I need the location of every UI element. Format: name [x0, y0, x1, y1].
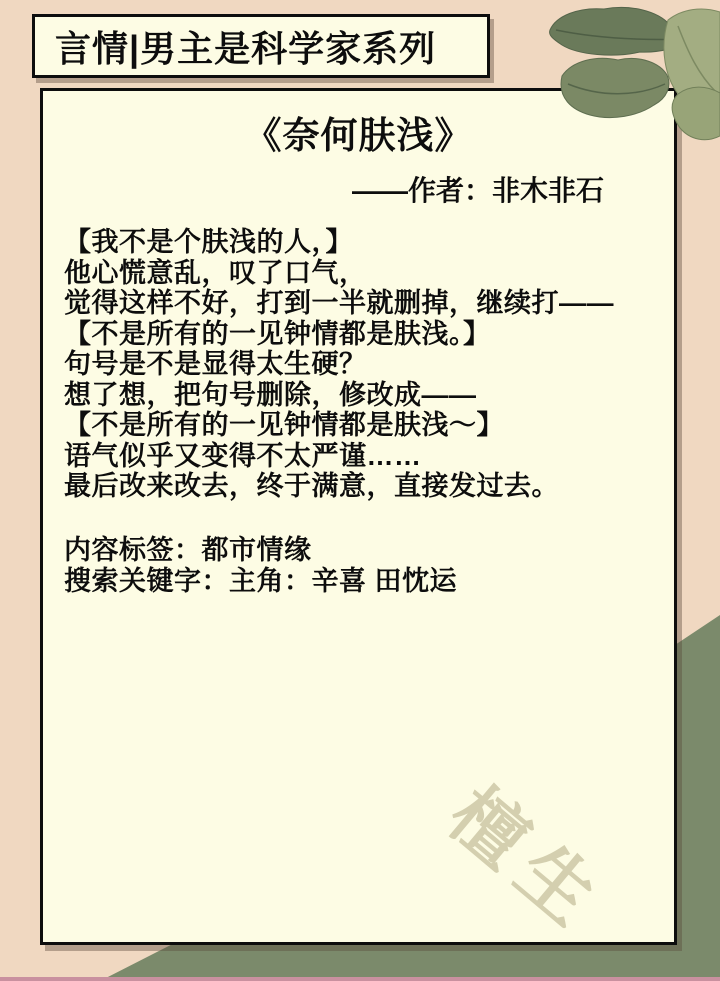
- excerpt-line: 觉得这样不好，打到一半就删掉，继续打——: [64, 288, 614, 318]
- excerpt-line: 【不是所有的一见钟情都是肤浅。】: [64, 318, 491, 349]
- excerpt-line: 最后改来改去，终于满意，直接发过去。: [64, 471, 559, 501]
- leaves-decoration-icon: [520, 0, 720, 145]
- excerpt-line: 他心慌意乱，叹了口气，: [64, 257, 367, 288]
- excerpt-line: 语气似乎又变得不太严谨……: [64, 440, 422, 471]
- book-title: 《奈何肤浅》: [244, 115, 473, 156]
- book-card: [40, 88, 677, 949]
- excerpt-line: 【不是所有的一见钟情都是肤浅～】: [64, 410, 504, 440]
- book-excerpt: [64, 227, 664, 502]
- bottom-accent-line: [0, 977, 720, 981]
- series-badge-label: 言情|男主是科学家系列: [55, 27, 437, 69]
- series-badge: [32, 14, 490, 78]
- search-keywords-line: 搜索关键字：主角：辛喜 田忱运: [64, 565, 458, 596]
- book-author: ——作者：非木非石: [351, 175, 604, 206]
- excerpt-line: 想了想，把句号删除，修改成——: [64, 379, 477, 410]
- book-tags: [64, 535, 664, 596]
- excerpt-line: 句号是不是显得太生硬？: [64, 349, 367, 379]
- content-tags-line: 内容标签：都市情缘: [64, 535, 312, 565]
- excerpt-line: 【我不是个肤浅的人，】: [64, 227, 353, 257]
- watermark-text: 檀生: [433, 772, 622, 949]
